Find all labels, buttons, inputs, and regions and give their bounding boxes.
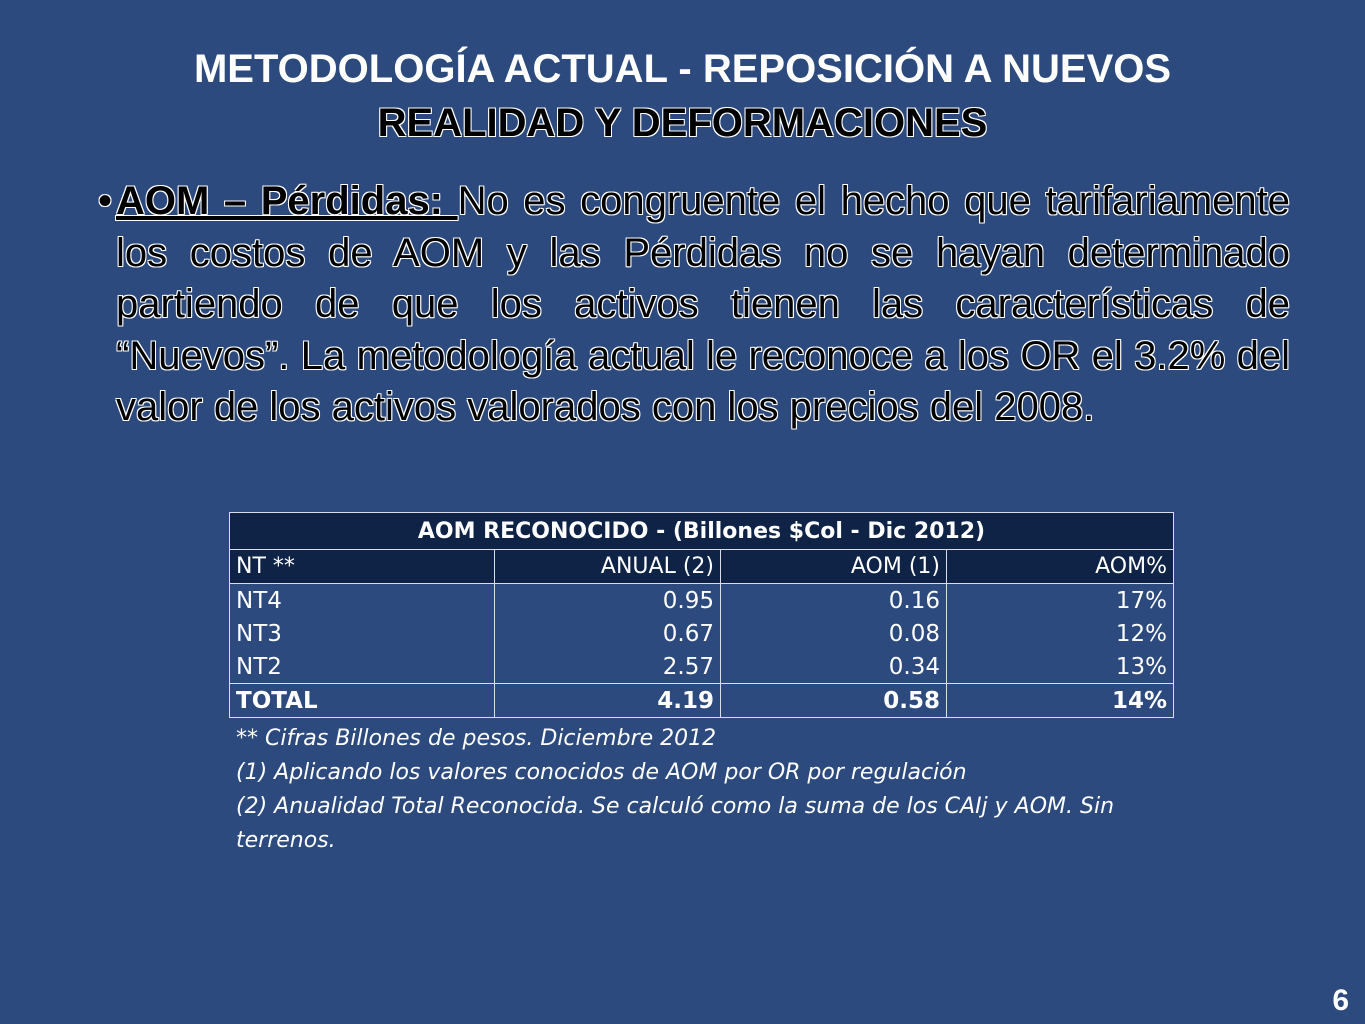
table-row <box>230 617 1174 650</box>
cell-anual: 0.67 <box>495 617 721 650</box>
total-aom-percent: 14% <box>947 684 1174 718</box>
aom-table-container <box>229 512 1173 718</box>
cell-aom: 0.16 <box>721 584 947 618</box>
total-aom: 0.58 <box>721 684 947 718</box>
title-line-2: REALIDAD Y DEFORMACIONES <box>377 101 988 145</box>
cell-aom: 0.08 <box>721 617 947 650</box>
footnote: (1) Aplicando los valores conocidos de AOM por OR por regulación <box>236 760 967 785</box>
slide-title <box>0 42 1365 150</box>
cell-anual: 0.95 <box>495 584 721 618</box>
header-aom-percent: AOM% <box>947 550 1174 584</box>
cell-aom-percent: 12% <box>947 617 1174 650</box>
header-anual: ANUAL (2) <box>495 550 721 584</box>
table-row <box>230 650 1174 684</box>
table-row <box>230 584 1174 618</box>
footnote: (2) Anualidad Total Reconocida. Se calculó como la suma de los CAIj y AOM. Sin terrenos. <box>236 794 1115 853</box>
cell-nt: NT3 <box>230 617 495 650</box>
table-total-row <box>230 684 1174 718</box>
bullet-label: AOM – Pérdidas: <box>116 179 458 223</box>
title-line-1: METODOLOGÍA ACTUAL - REPOSICIÓN A NUEVOS <box>193 47 1172 91</box>
table-footnotes <box>236 722 1136 858</box>
cell-aom: 0.34 <box>721 650 947 684</box>
bullet-text: No es congruente el hecho que tarifariamente los costos de AOM y las Pérdidas no se hayan determinado partiendo de que los activos tienen las características de “Nuevos”. La metodología actual le reconoce a los OR el 3.2% del valor de los activos valorados con los precios del 2008. <box>116 179 1290 429</box>
cell-nt: NT4 <box>230 584 495 618</box>
cell-aom-percent: 17% <box>947 584 1174 618</box>
total-anual: 4.19 <box>495 684 721 718</box>
footnote: ** Cifras Billones de pesos. Diciembre 2012 <box>236 726 717 751</box>
table-header-row <box>230 550 1174 584</box>
table-caption: AOM RECONOCIDO - (Billones $Col - Dic 2012) <box>230 513 1174 550</box>
header-nt: NT ** <box>230 550 495 584</box>
bullet-icon: • <box>98 179 113 223</box>
total-label: TOTAL <box>230 684 495 718</box>
aom-table <box>229 512 1174 718</box>
header-aom: AOM (1) <box>721 550 947 584</box>
cell-anual: 2.57 <box>495 650 721 684</box>
bullet-paragraph <box>98 176 1290 434</box>
cell-aom-percent: 13% <box>947 650 1174 684</box>
cell-nt: NT2 <box>230 650 495 684</box>
page-number: 6 <box>1332 984 1349 1017</box>
